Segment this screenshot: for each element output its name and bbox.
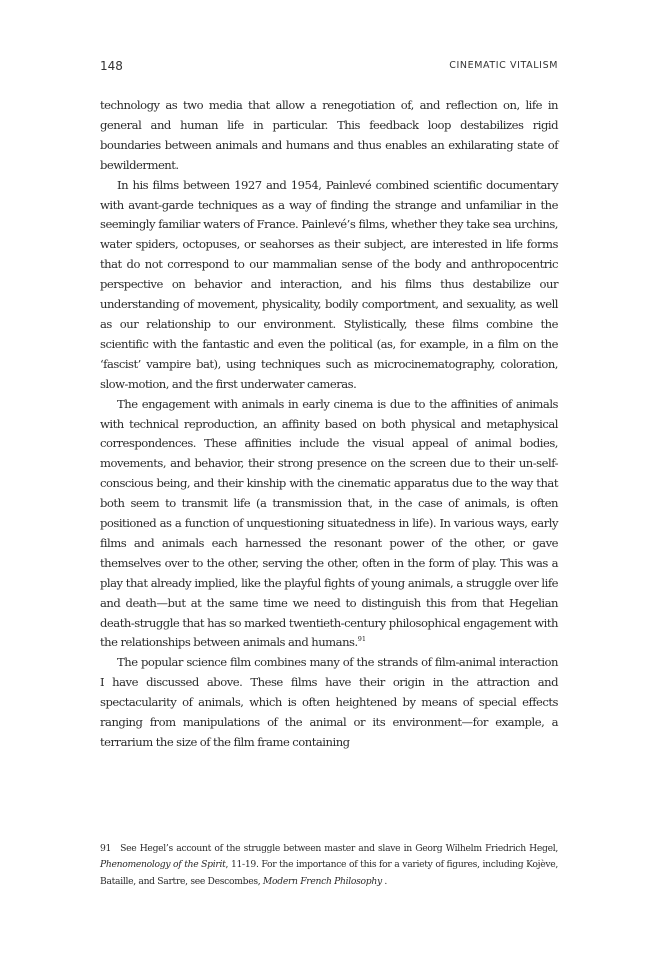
- paragraph-2: In his films between 1927 and 1954, Painlevé combined scientific documentary with avant-garde techniques as a way of finding the strange and unfamiliar in the seemingly familiar waters of France. Painlevé’s films, whether they take sea urchins, water spiders, octopuses, or seahorses as their subject, are interested in life forms that do not correspond to our mammalian sense of the body and anthropocentric perspective on behavior and interaction, and his films thus destabilize our understanding of movement, physicality, bodily comportment, and sexuality, as well as our relationship to our environment. Stylistically, these films combine the scientific with the fantastic and even the political (as, for example, in a film on the ‘fascist’ vampire bat), using techniques such as microcinematography, coloration, slow-motion, and the first underwater cameras.: [100, 177, 558, 391]
- paragraph-4: The popular science film combines many of the strands of film-animal interaction I have discussed above. These films have their origin in the attraction and spectacularity of animals, which is often heightened by means of special effects ranging from manipulations of the animal or its environment—for example, a terrarium the size of the film frame containing: [100, 655, 558, 749]
- footnote-91: [100, 841, 558, 890]
- running-title: CINEMATIC VITALISM: [449, 60, 558, 71]
- book-page: [100, 0, 558, 975]
- footnote-text-b: , 11-19. For the importance of this for a variety of figures, including Kojève, Bataille, and Sartre, see Descombes,: [100, 859, 559, 887]
- paragraph-3-text: The engagement with animals in early cinema is due to the affinities of animals with technical reproduction, an affinity based on both physical and metaphysical correspondences. These affinities include the visual appeal of animal bodies, movements, and behavior, their strong presence on the screen due to their un-self-conscious being, and their kinship with the cinematic apparatus due to the way that both seem to transmit life (a transmission that, in the case of animals, is often positioned as a function of unquestioning situatedness in life). In various ways, early films and animals each harnessed the resonant power of the other, or gave themselves over to the other, serving the other, often in the form of play. This was a play that already implied, like the playful fights of young animals, a struggle over life and death—but at the same time we need to distinguish this from that Hegelian death-struggle that has so marked twentieth-century philosophical engagement with the relationships between animals and humans.: [100, 396, 558, 650]
- body-text: [100, 96, 558, 753]
- footnote-text-c: .: [381, 875, 387, 887]
- running-head: [100, 59, 558, 77]
- footnote-number: 91: [100, 843, 112, 854]
- footnote-reference[interactable]: 91: [357, 635, 366, 644]
- page-number: 148: [100, 59, 123, 73]
- paragraph-1: technology as two media that allow a renegotiation of, and reflection on, life in general and human life in particular. This feedback loop destabilizes rigid boundaries between animals and humans and thus enables an exhilarating state of bewilderment.: [100, 98, 558, 172]
- footnote-text-a: See Hegel’s account of the struggle between master and slave in Georg Wilhelm Friedrich Hegel,: [120, 843, 558, 854]
- paragraph-3: [100, 395, 558, 654]
- footnote-book-title-2: Modern French Philosophy: [262, 875, 382, 887]
- footnote-book-title: Phenomenology of the Spirit: [100, 859, 226, 871]
